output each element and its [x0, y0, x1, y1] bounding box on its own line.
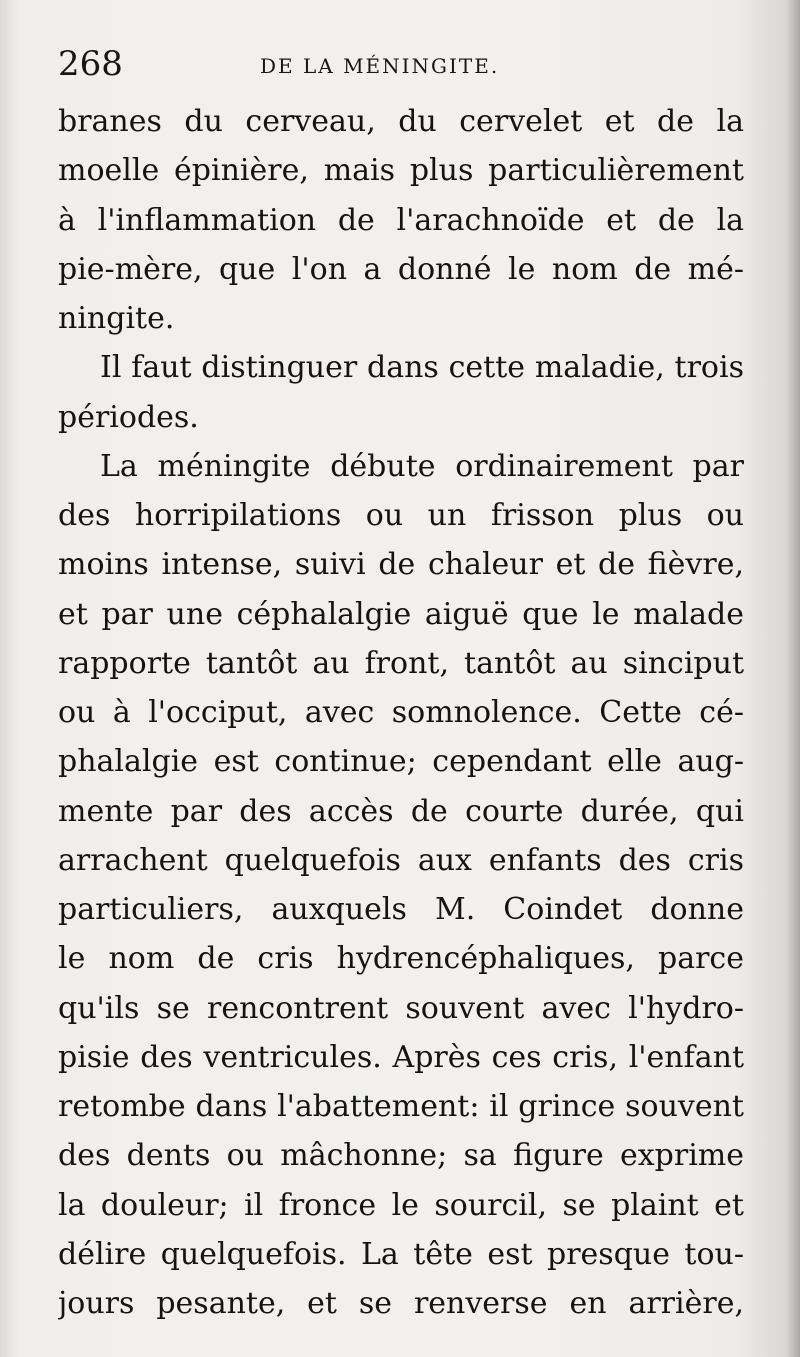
- text-line: jours pesante, et se renverse en arrière,: [58, 1286, 744, 1321]
- text-line: des dents ou mâchonne; sa figure exprime: [58, 1138, 744, 1174]
- text-line: moins intense, suivi de chaleur et de fièvre,: [58, 547, 744, 583]
- text-line: périodes.: [58, 399, 199, 435]
- text-line: et par une céphalalgie aiguë que le malade: [58, 596, 744, 632]
- running-title: DE LA MÉNINGITE.: [260, 54, 500, 78]
- page-edge-shadow: [786, 0, 800, 1357]
- text-line: pisie des ventricules. Après ces cris, l'enfant: [58, 1039, 744, 1075]
- body-text: [58, 97, 744, 1328]
- text-line: La méningite débute ordinairement par: [100, 448, 744, 484]
- page-number: 268: [58, 44, 123, 84]
- text-line: ou à l'occiput, avec somnolence. Cette cé-: [58, 695, 744, 730]
- text-line: mente par des accès de courte durée, qui: [58, 793, 744, 829]
- text-line: délire quelquefois. La tête est presque tou-: [58, 1236, 744, 1272]
- text-line: branes du cerveau, du cervelet et de la: [58, 104, 744, 139]
- text-line: pie-mère, que l'on a donné le nom de mé-: [58, 251, 744, 287]
- text-line: la douleur; il fronce le sourcil, se plaint et: [58, 1187, 744, 1223]
- text-line: moelle épinière, mais plus particulièrement: [58, 153, 744, 189]
- text-line: des horripilations ou un frisson plus ou: [58, 498, 744, 533]
- text-line: à l'inflammation de l'arachnoïde et de la: [58, 202, 744, 238]
- text-line: phalalgie est continue; cependant elle aug-: [58, 744, 744, 780]
- text-line: ningite.: [58, 301, 175, 336]
- text-line: arrachent quelquefois aux enfants des cris: [58, 842, 744, 878]
- text-line: Il faut distinguer dans cette maladie, trois: [100, 350, 744, 386]
- text-line: retombe dans l'abattement: il grince souvent: [58, 1089, 744, 1124]
- running-head: [58, 42, 748, 92]
- text-line: qu'ils se rencontrent souvent avec l'hydro-: [58, 990, 744, 1026]
- text-line: le nom de cris hydrencéphaliques, parce: [58, 941, 744, 977]
- text-line: rapporte tantôt au front, tantôt au sinciput: [58, 645, 744, 681]
- text-line: particuliers, auxquels M. Coindet donne: [58, 892, 744, 927]
